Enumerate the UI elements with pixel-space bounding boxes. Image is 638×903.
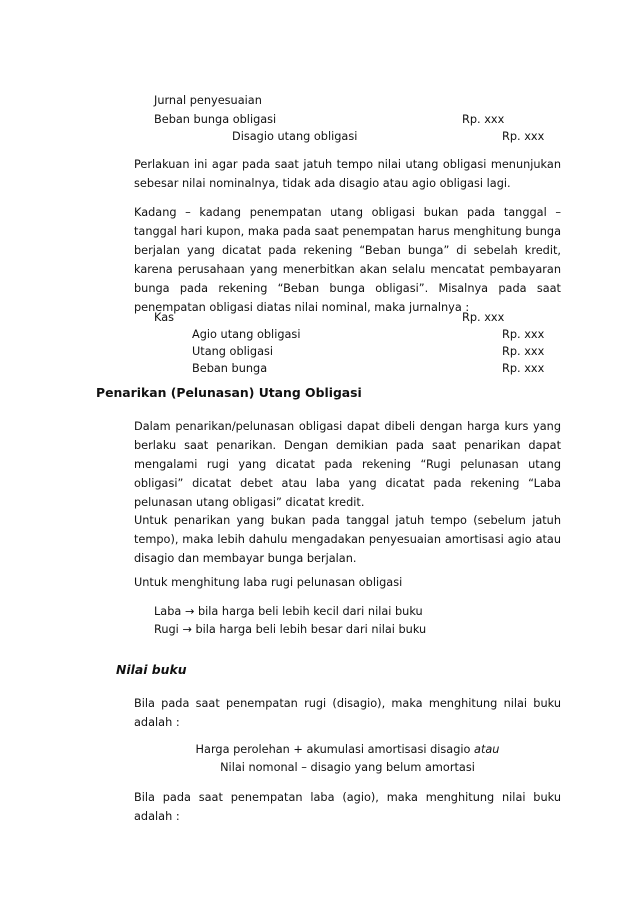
paragraph-1: Perlakuan ini agar pada saat jatuh tempo nilai utang obligasi menunjukan sebesar nilai nominalnya, tidak ada disagio atau agio obligasi lagi.: [134, 158, 561, 190]
journal2-credit-amount: Rp. xxx: [502, 328, 545, 341]
journal2-credit-account: Agio utang obligasi: [192, 328, 301, 341]
rule-rugi: Rugi → bila harga beli lebih besar dari nilai buku: [154, 623, 427, 636]
subheading-nilai-buku: Nilai buku: [116, 662, 187, 677]
journal2-debit-amount: Rp. xxx: [462, 311, 505, 324]
formula-line-2: Nilai nomonal – disagio yang belum amortasi: [220, 761, 475, 774]
paragraph-2: Kadang – kadang penempatan utang obligasi bukan pada tanggal – tanggal hari kupon, maka pada saat penempatan harus menghitung bunga berjalan yang dicatat pada rekening “Beban bunga” di sebelah kredit, karena perusahaan yang menerbitkan akan selalu mencatat pembayaran bunga pada rekening “Beban bunga obligasi”. Misalnya pada saat penempatan obligasi diatas nilai nominal, maka jurnalnya :: [134, 206, 561, 314]
journal2-credit-account: Beban bunga: [192, 362, 268, 375]
paragraph-5: Untuk menghitung laba rugi pelunasan obligasi: [134, 576, 403, 589]
formula-line-1: [134, 740, 561, 759]
journal-credit-amount: Rp. xxx: [502, 130, 545, 143]
journal2-credit-amount: Rp. xxx: [502, 362, 545, 375]
journal-title: Jurnal penyesuaian: [154, 94, 262, 107]
paragraph-6: Bila pada saat penempatan rugi (disagio), maka menghitung nilai buku adalah :: [134, 697, 561, 729]
journal-credit-account: Disagio utang obligasi: [232, 130, 358, 143]
formula-line-1-italic: atau: [474, 743, 500, 756]
journal2-credit-amount: Rp. xxx: [502, 345, 545, 358]
journal2-credit-account: Utang obligasi: [192, 345, 274, 358]
paragraph-4: Untuk penarikan yang bukan pada tanggal jatuh tempo (sebelum jatuh tempo), maka lebih dahulu mengadakan penyesuaian amortisasi agio atau disagio dan membayar bunga berjalan.: [134, 514, 561, 565]
paragraph-3: Dalam penarikan/pelunasan obligasi dapat dibeli dengan harga kurs yang berlaku saat penarikan. Dengan demikian pada saat penarikan dapat mengalami rugi yang dicatat pada rekening “Rugi pelunasan utang obligasi” dicatat debet atau laba yang dicatat pada rekening “Laba pelunasan utang obligasi” dicatat kredit.: [134, 420, 561, 509]
section-heading: Penarikan (Pelunasan) Utang Obligasi: [96, 385, 362, 400]
paragraph-7: Bila pada saat penempatan laba (agio), maka menghitung nilai buku adalah :: [134, 791, 561, 823]
rule-laba: Laba → bila harga beli lebih kecil dari nilai buku: [154, 605, 423, 618]
journal2-debit-account: Kas: [154, 311, 175, 324]
journal-debit-amount: Rp. xxx: [462, 113, 505, 126]
formula-line-1-text: Harga perolehan + akumulasi amortisasi disagio: [195, 743, 471, 756]
journal-debit-account: Beban bunga obligasi: [154, 113, 277, 126]
